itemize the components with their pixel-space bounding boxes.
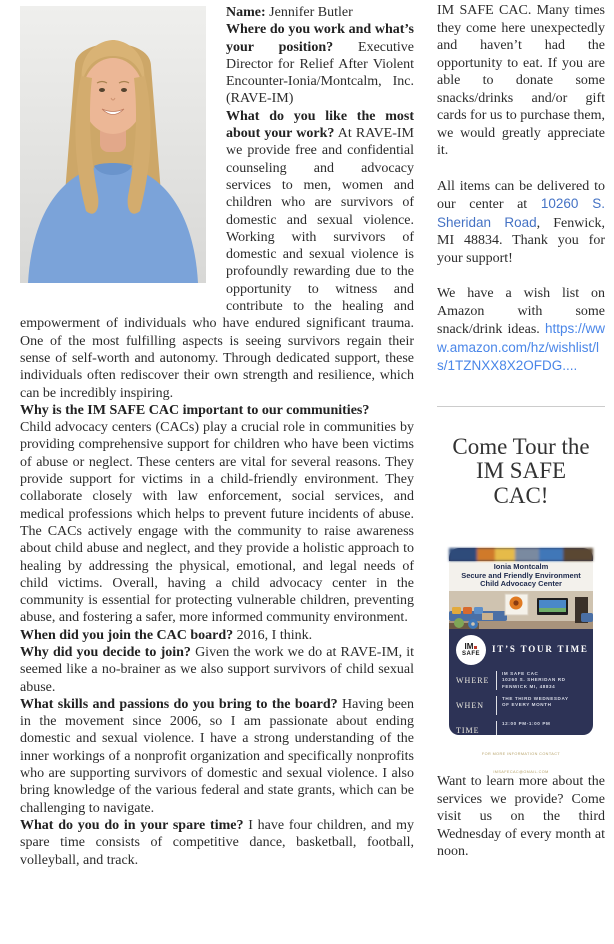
flyer-info-panel — [449, 629, 593, 785]
qa-question: Name: — [226, 5, 266, 20]
flyer-org-line: Child Advocacy Center — [480, 579, 562, 589]
qa-question: Where do you work and what’s your position? — [226, 22, 414, 55]
tour-heading-line: Come Tour the — [452, 433, 590, 459]
flyer-top-photo — [449, 548, 593, 561]
delivery-paragraph — [437, 178, 605, 268]
flyer-when-line: OF EVERY MONTH — [502, 702, 552, 708]
flyer-org-line: Ionia Montcalm — [493, 562, 549, 571]
flyer-where-line: FENWICK MI, 48834 — [502, 683, 556, 689]
section-divider — [437, 406, 605, 407]
flyer-contact-line: FOR MORE INFORMATION CONTACT IMSAFECAC@GMAIL.COM — [481, 752, 561, 774]
flyer-time-row — [456, 721, 586, 740]
portrait-illustration — [20, 6, 206, 283]
flyer-when-label: WHEN — [456, 701, 484, 710]
qa-item-importance — [20, 402, 414, 627]
wishlist-text-before: We have a wish list on Amazon with some snack/drink ideas. — [437, 286, 605, 337]
qa-question: What do you do in your spare time? — [20, 817, 244, 833]
imsafe-logo-text: IM — [465, 643, 478, 651]
flyer-where-line: IM SAFE CAC — [502, 670, 539, 676]
address-link[interactable]: 10260 S. Sheridan Road — [437, 196, 605, 230]
imsafe-logo — [456, 635, 486, 665]
flyer-where-line: 10260 S. SHERIDAN RD — [502, 677, 566, 683]
sidebar-column — [437, 2, 605, 861]
amazon-wishlist-link[interactable]: https://www.amazon.com/hz/wishlist/ls/1TZNXX8X2OFDG.... — [437, 321, 605, 373]
qa-answer: Jennifer Butler — [269, 5, 353, 20]
qa-answer: Having been in the movement since 2006, so I am passionate about ending domestic and sexual violence. I have a strong understanding of the inner workings of a nonprofit organization and specifically nonprofits who are supporting survivors of domestic and sexual violence. I also bring knowledge of the various federal and state grants, which can be challenging to navigate. — [20, 696, 415, 816]
delivery-text-after: , Fenwick, MI 48834. Thank you for your support! — [437, 215, 605, 266]
flyer-org-line: Secure and Friendly Environment — [461, 570, 581, 580]
qa-question: When did you join the CAC board? — [20, 627, 234, 643]
qa-answer: 2016, I think. — [236, 627, 313, 643]
wishlist-paragraph — [437, 285, 605, 376]
delivery-text-before: All items can be delivered to our center at — [437, 178, 605, 212]
flyer-when-row — [456, 696, 586, 715]
qa-item-spare-time — [20, 817, 414, 869]
qa-answer: At RAVE-IM we provide free and confidential counseling and advocacy services to men, women and children who are survivors of domestic and sexual violence. Working with survivors of domestic and sexual violence is profoundly rewarding due to the opportunity to witness and contribute to the healing and empowerment of individuals who have endured significant trauma. One of the most fulfilling aspects is seeing survivors regain their sense of self-worth and autonomy. Through dedicated support, these individuals often rediscover their own strength and resilience, which can be incredibly inspiring. — [20, 126, 415, 401]
flyer-time-label: TIME — [456, 725, 480, 735]
donation-paragraph: IM SAFE CAC. Many times they come here unexpectedly and haven’t had the opportunity to eat. If you are able to donate some snacks/drinks and/or gift cards for us to purchase them, we would greatly appreciate it. — [437, 3, 605, 158]
portrait-photo — [20, 6, 206, 283]
qa-item-why-join — [20, 644, 414, 696]
imsafe-logo-text: SAFE — [461, 650, 480, 657]
visit-paragraph: Want to learn more about the services we provide? Come visit us on the third Wednesday of every month at noon. — [437, 774, 605, 859]
tour-flyer — [449, 548, 593, 774]
tour-heading-line: CAC! — [493, 482, 549, 508]
tour-heading — [437, 435, 605, 509]
qa-question: Why did you decide to join? — [20, 644, 191, 660]
flyer-org-banner — [449, 561, 593, 591]
qa-answer: I have four children, and my spare time consists of competitive dance, basketball, football, volleyball, and track. — [20, 817, 414, 868]
qa-answer: Given the work we do at RAVE-IM, it seemed like a no-brainer as we also support survivors of child sexual abuse. — [20, 644, 415, 695]
flyer-where-label: WHERE — [456, 675, 490, 685]
flyer-room-photo — [449, 591, 593, 629]
qa-item-skills — [20, 696, 414, 817]
flyer-time-line: 12:00 PM-1:00 PM — [502, 720, 551, 726]
qa-answer: Executive Director for Relief After Violent Encounter-Ionia/Montcalm, Inc. (RAVE-IM) — [226, 39, 414, 107]
article-column — [20, 4, 414, 869]
qa-question: What do you like the most about your work? — [226, 108, 414, 142]
flyer-title: IT’S TOUR TIME — [492, 644, 589, 655]
flyer-where-row — [456, 671, 586, 690]
qa-item-join-year — [20, 627, 414, 644]
qa-question: Why is the IM SAFE CAC important to our communities? — [20, 402, 370, 418]
qa-answer: Child advocacy centers (CACs) play a crucial role in communities by providing comprehensive support for children who have been victims of abuse or neglect. These centers are vital for several reasons. They provide support for victims in a child-friendly environment. They collaborate closely with law enforcement, social services, and medical professions which helps to prevent future incidents of abuse. The CACs actively engage with the community to raise awareness about child abuse and neglect, and they provide a holistic approach to healing by addressing the physical, emotional, and legal needs of child victims. Overall, having a child advocacy center in the community is essential for protecting vulnerable children, preventing abuse, and fostering a safer, more informed community environment. — [20, 420, 414, 626]
flyer-when-line: THE THIRD WEDNESDAY — [502, 696, 569, 701]
tour-heading-line: IM SAFE — [475, 458, 567, 483]
qa-question: What skills and passions do you bring to the board? — [20, 696, 338, 712]
